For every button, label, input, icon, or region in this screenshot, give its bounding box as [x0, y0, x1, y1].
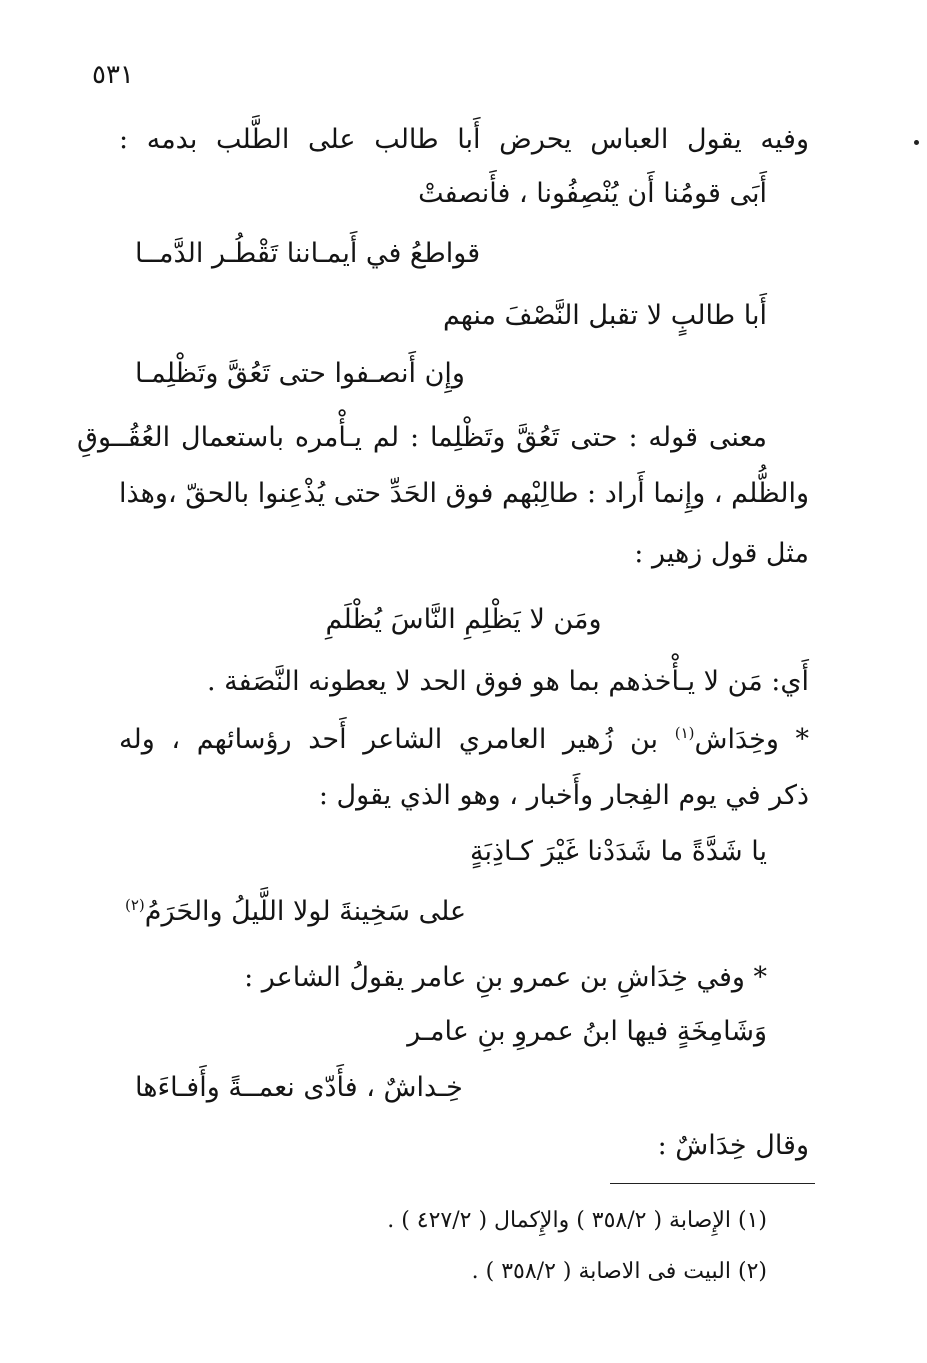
- verse-2-first-hemistich: أَبا طالبٍ لا تقبل النَّصْفَ منهم: [442, 300, 767, 331]
- prose-line-7: وقال خِدَاشٌ :: [657, 1130, 809, 1161]
- entry-khidash-name: * وخِدَاش: [694, 724, 810, 755]
- footnote-ref-1: (١): [674, 724, 695, 742]
- verse-1-second-hemistich: قواطعُ في أَيمـاننا تَقْطُـر الدَّمــا: [135, 238, 481, 269]
- footnote-2: (٢) البيت فى الاصابة ( ٣٥٨/٢ ) .: [471, 1259, 767, 1284]
- verse-3-second-text: على سَخِينةَ لولا اللَّيلُ والحَرَمُ: [144, 896, 467, 927]
- prose-line-5: أَي: مَن لا يـأْخذهم بما هو فوق الحد لا يعطونه النَّصَفة .: [207, 666, 809, 697]
- footnote-ref-2: (٢): [125, 896, 145, 914]
- zuhair-verse: ومَن لا يَظْلِمِ النَّاسَ يُظْلَمِ: [325, 604, 602, 635]
- entry-khidash-bin-zuhair: [119, 718, 809, 762]
- verse-3-first-hemistich: يا شَدَّةً ما شَدَدْنا غَيْرَ كـاذِبَةٍ: [469, 836, 767, 867]
- prose-line-6: ذكر في يوم الفِجار وأَخبار ، وهو الذي يقول :: [318, 780, 809, 811]
- prose-line-2: معنى قوله : حتى تَعُقَّ وتَظْلِما : لم يـأْمره باستعمال العُقُــوقِ: [77, 422, 767, 453]
- entry-khidash-text: بن زُهير العامري الشاعر أَحد رؤسائهم ، وله: [119, 724, 675, 755]
- prose-line-1: وفيه يقول العباس يحرض أَبا طالب على الطَّلب بدمه :: [119, 124, 809, 155]
- verse-3-second-hemistich: [125, 890, 466, 934]
- margin-mark: [914, 140, 919, 145]
- prose-line-3: والظُّلم ، وإِنما أَراد : طالِبْهم فوق الحَدِّ حتى يُذْعِنوا بالحقّ ،وهذا: [119, 478, 809, 509]
- page-number: ٥٣١: [92, 60, 134, 90]
- footnote-separator: [610, 1183, 815, 1184]
- verse-4-second-hemistich: خِـداشٌ ، فأَدّى نعمــةً وأَفـاءَها: [135, 1072, 463, 1103]
- prose-line-4: مثل قول زهير :: [634, 538, 809, 569]
- footnote-1: (١) الإِصابة ( ٣٥٨/٢ ) والإِكمال ( ٤٢٧/٢ ) .: [387, 1208, 767, 1233]
- verse-1-first-hemistich: أَبَى قومُنا أَن يُنْصِفُونا ، فأَنصفتْ: [418, 178, 767, 209]
- verse-4-first-hemistich: وَشَامِخَةٍ فيها ابنُ عمروِ بنِ عامـر: [407, 1016, 767, 1047]
- verse-2-second-hemistich: وإِن أَنصـفوا حتى تَعُقَّ وتَظْلِمـا: [135, 358, 465, 389]
- entry-khidash-bin-amr: * وفي خِدَاشِ بن عمرو بنِ عامر يقولُ الشاعر :: [244, 962, 767, 993]
